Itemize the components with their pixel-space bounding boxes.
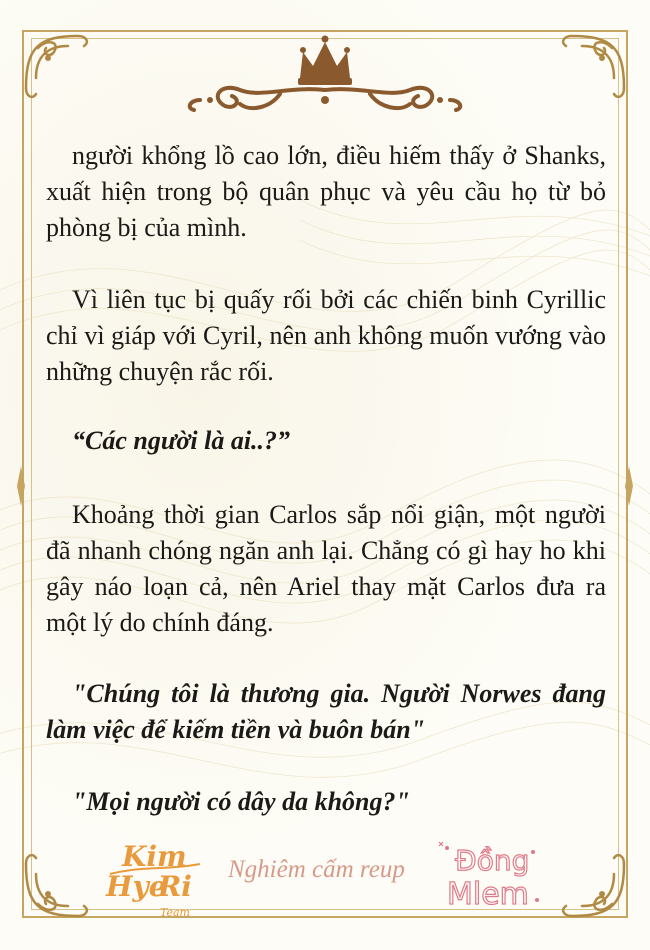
kim-hye-ri-team-logo: [100, 836, 210, 928]
paragraph-1: [46, 138, 606, 246]
logo-dong-word: Đồng: [455, 844, 530, 877]
logo-team-word: Team: [160, 906, 190, 919]
side-ornament-left-icon: [16, 466, 26, 506]
paragraph-3-text: Khoảng thời gian Carlos sắp nổi giận, một người đã nhanh chóng ngăn anh lại. Chẳng có gì hay ho khi gây náo loạn cả, nên Ariel thay mặt Carlos đưa ra một lý do chính đáng.: [46, 500, 606, 637]
logo-mlem-word: Mlem: [447, 877, 529, 912]
dialogue-line-2: [46, 676, 606, 748]
corner-flourish-top-right-icon: [552, 28, 632, 98]
paragraph-3: [46, 497, 606, 641]
footer: [0, 828, 650, 928]
dong-mlem-logo: [425, 830, 555, 926]
no-reup-notice: Nghiêm cấm reup: [228, 856, 405, 883]
paragraph-1-text: người khổng lồ cao lớn, điều hiếm thấy ở Shanks, xuất hiện trong bộ quân phục và yêu cầu họ từ bỏ phòng bị của mình.: [46, 141, 606, 242]
dialogue-line-3: [46, 784, 606, 820]
corner-flourish-top-left-icon: [18, 28, 98, 98]
crown-ornament-icon: [180, 28, 470, 118]
dialogue-line-1-text: “Các người là ai..?”: [72, 426, 291, 455]
logo-ri-word: Ri: [158, 870, 192, 903]
dialogue-line-2-text: "Chúng tôi là thương gia. Người Norwes đang làm việc để kiếm tiền và buôn bán": [46, 679, 606, 744]
dialogue-line-1: [46, 423, 606, 459]
paragraph-2-text: Vì liên tục bị quấy rối bởi các chiến binh Cyrillic chỉ vì giáp với Cyril, nên anh không muốn vướng vào những chuyện rắc rối.: [46, 285, 606, 386]
paragraph-2: [46, 282, 606, 390]
side-ornament-right-icon: [624, 466, 634, 506]
logo-hye-word: Hye: [106, 870, 167, 903]
logo-kim-word: Kim: [122, 840, 187, 873]
dialogue-line-3-text: "Mọi người có dây da không?": [72, 787, 410, 816]
